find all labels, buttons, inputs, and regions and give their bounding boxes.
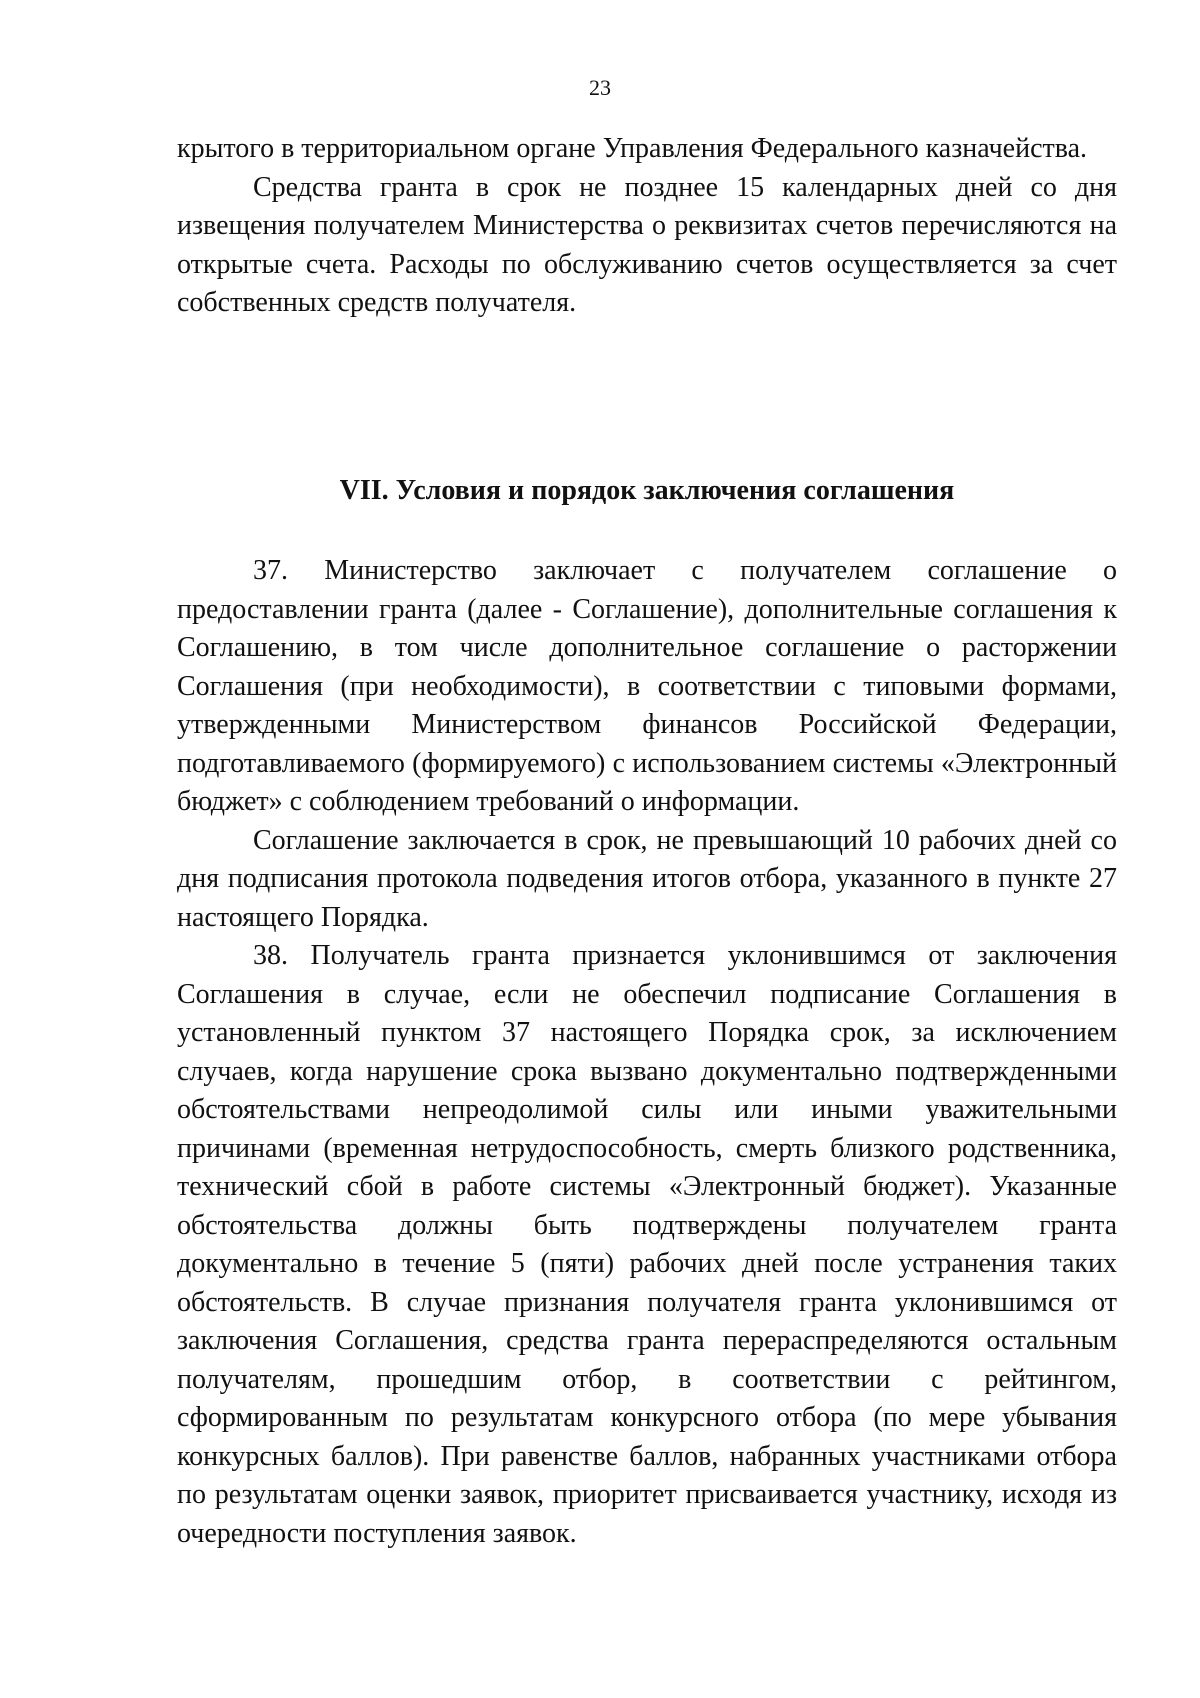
- paragraph-grant-funds: Средства гранта в срок не позднее 15 календарных дней со дня извещения получателем Министерства о реквизитах счетов перечисляются на открытые счета. Расходы по обслуживанию счетов осуществляется за счет собственных средств получателя.: [177, 171, 1117, 318]
- paragraph-37: 37. Министерство заключает с получателем соглашение о предоставлении гранта (далее - Соглашение), дополнительные соглашения к Соглашению, в том числе дополнительное соглашение о расторжении Соглашения (при необходимости), в соответствии с типовыми формами, утвержденными Министерством финансов Российской Федерации, подготавливаемого (формируемого) с использованием системы «Электронный бюджет» с соблюдением требований о информации.: [177, 555, 1117, 817]
- paragraph-continuation: крытого в территориальном органе Управления Федерального казначейства.: [177, 133, 1088, 164]
- page-number: 23: [589, 75, 611, 100]
- main-text-block: [177, 552, 1117, 1553]
- top-text-block: [177, 130, 1117, 323]
- section-heading: VII. Условия и порядок заключения соглашения: [339, 475, 955, 506]
- paragraph-38: 38. Получатель гранта признается уклонившимся от заключения Соглашения в случае, если не обеспечил подписание Соглашения в установленный пунктом 37 настоящего Порядка срок, за исключением случаев, когда нарушение срока вызвано документально подтвержденными обстоятельствами непреодолимой силы или иными уважительными причинами (временная нетрудоспособность, смерть близкого родственника, технический сбой в работе системы «Электронный бюджет). Указанные обстоятельства должны быть подтверждены получателем гранта документально в течение 5 (пяти) рабочих дней после устранения таких обстоятельств. В случае признания получателя гранта уклонившимся от заключения Соглашения, средства гранта перераспределяются остальным получателям, прошедшим отбор, в соответствии с рейтингом, сформированным по результатам конкурсного отбора (по мере убывания конкурсных баллов). При равенстве баллов, набранных участниками отбора по результатам оценки заявок, приоритет присваивается участнику, исходя из очередности поступления заявок.: [177, 940, 1117, 1549]
- paragraph-agreement-term: Соглашение заключается в срок, не превышающий 10 рабочих дней со дня подписания протокола подведения итогов отбора, указанного в пункте 27 настоящего Порядка.: [177, 824, 1117, 933]
